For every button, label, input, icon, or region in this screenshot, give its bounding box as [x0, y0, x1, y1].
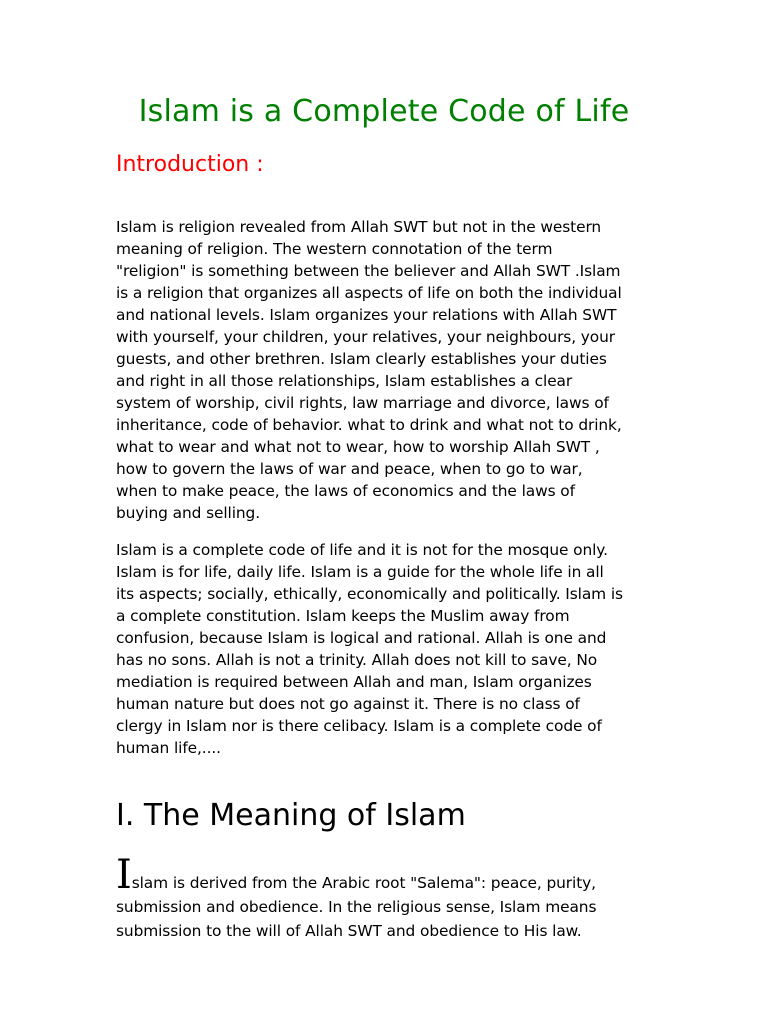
paragraph-line: a complete constitution. Islam keeps the Muslim away from — [116, 607, 570, 625]
paragraph-line: clergy in Islam nor is there celibacy. Islam is a complete code of — [116, 717, 602, 735]
paragraph-line: submission to the will of Allah SWT and obedience to His law. — [116, 922, 582, 940]
paragraph-line: its aspects; socially, ethically, economically and politically. Islam is — [116, 585, 623, 603]
paragraph-line: human life,.... — [116, 739, 221, 757]
paragraph-line: buying and selling. — [116, 504, 261, 522]
paragraph-line: and right in all those relationships, Islam establishes a clear — [116, 372, 573, 390]
intro-paragraph-2 — [116, 539, 656, 759]
meaning-paragraph — [116, 852, 656, 943]
paragraph-line: Islam is for life, daily life. Islam is a guide for the whole life in all — [116, 563, 604, 581]
paragraph-line: confusion, because Islam is logical and rational. Allah is one and — [116, 629, 607, 647]
paragraph-line: inheritance, code of behavior. what to drink and what not to drink, — [116, 416, 622, 434]
introduction-heading: Introduction : — [116, 152, 264, 177]
paragraph-line: has no sons. Allah is not a trinity. Allah does not kill to save, No — [116, 651, 598, 669]
paragraph-line: what to wear and what not to wear, how to worship Allah SWT , — [116, 438, 600, 456]
paragraph-line-text: slam is derived from the Arabic root "Salema": peace, purity, — [131, 874, 596, 892]
paragraph-line: submission and obedience. In the religious sense, Islam means — [116, 898, 597, 916]
paragraph-line: with yourself, your children, your relatives, your neighbours, your — [116, 328, 616, 346]
paragraph-line: how to govern the laws of war and peace, when to go to war, — [116, 460, 583, 478]
paragraph-line: mediation is required between Allah and man, Islam organizes — [116, 673, 592, 691]
paragraph-line: and national levels. Islam organizes your relations with Allah SWT — [116, 306, 617, 324]
section-heading-meaning-of-islam: I. The Meaning of Islam — [116, 798, 466, 833]
paragraph-line: is a religion that organizes all aspects of life on both the individual — [116, 284, 622, 302]
paragraph-line: Islam is a complete code of life and it is not for the mosque only. — [116, 541, 608, 559]
paragraph-first-line — [116, 852, 656, 898]
paragraph-line: Islam is religion revealed from Allah SWT but not in the western — [116, 218, 602, 236]
paragraph-line: system of worship, civil rights, law marriage and divorce, laws of — [116, 394, 609, 412]
paragraph-line: "religion" is something between the believer and Allah SWT .Islam — [116, 262, 621, 280]
page-title: Islam is a Complete Code of Life — [138, 94, 630, 129]
paragraph-line: when to make peace, the laws of economics and the laws of — [116, 482, 575, 500]
intro-paragraph-1 — [116, 216, 656, 524]
paragraph-line: human nature but does not go against it. There is no class of — [116, 695, 580, 713]
paragraph-line: guests, and other brethren. Islam clearly establishes your duties — [116, 350, 607, 368]
drop-cap: I — [116, 852, 132, 898]
paragraph-line: meaning of religion. The western connotation of the term — [116, 240, 553, 258]
